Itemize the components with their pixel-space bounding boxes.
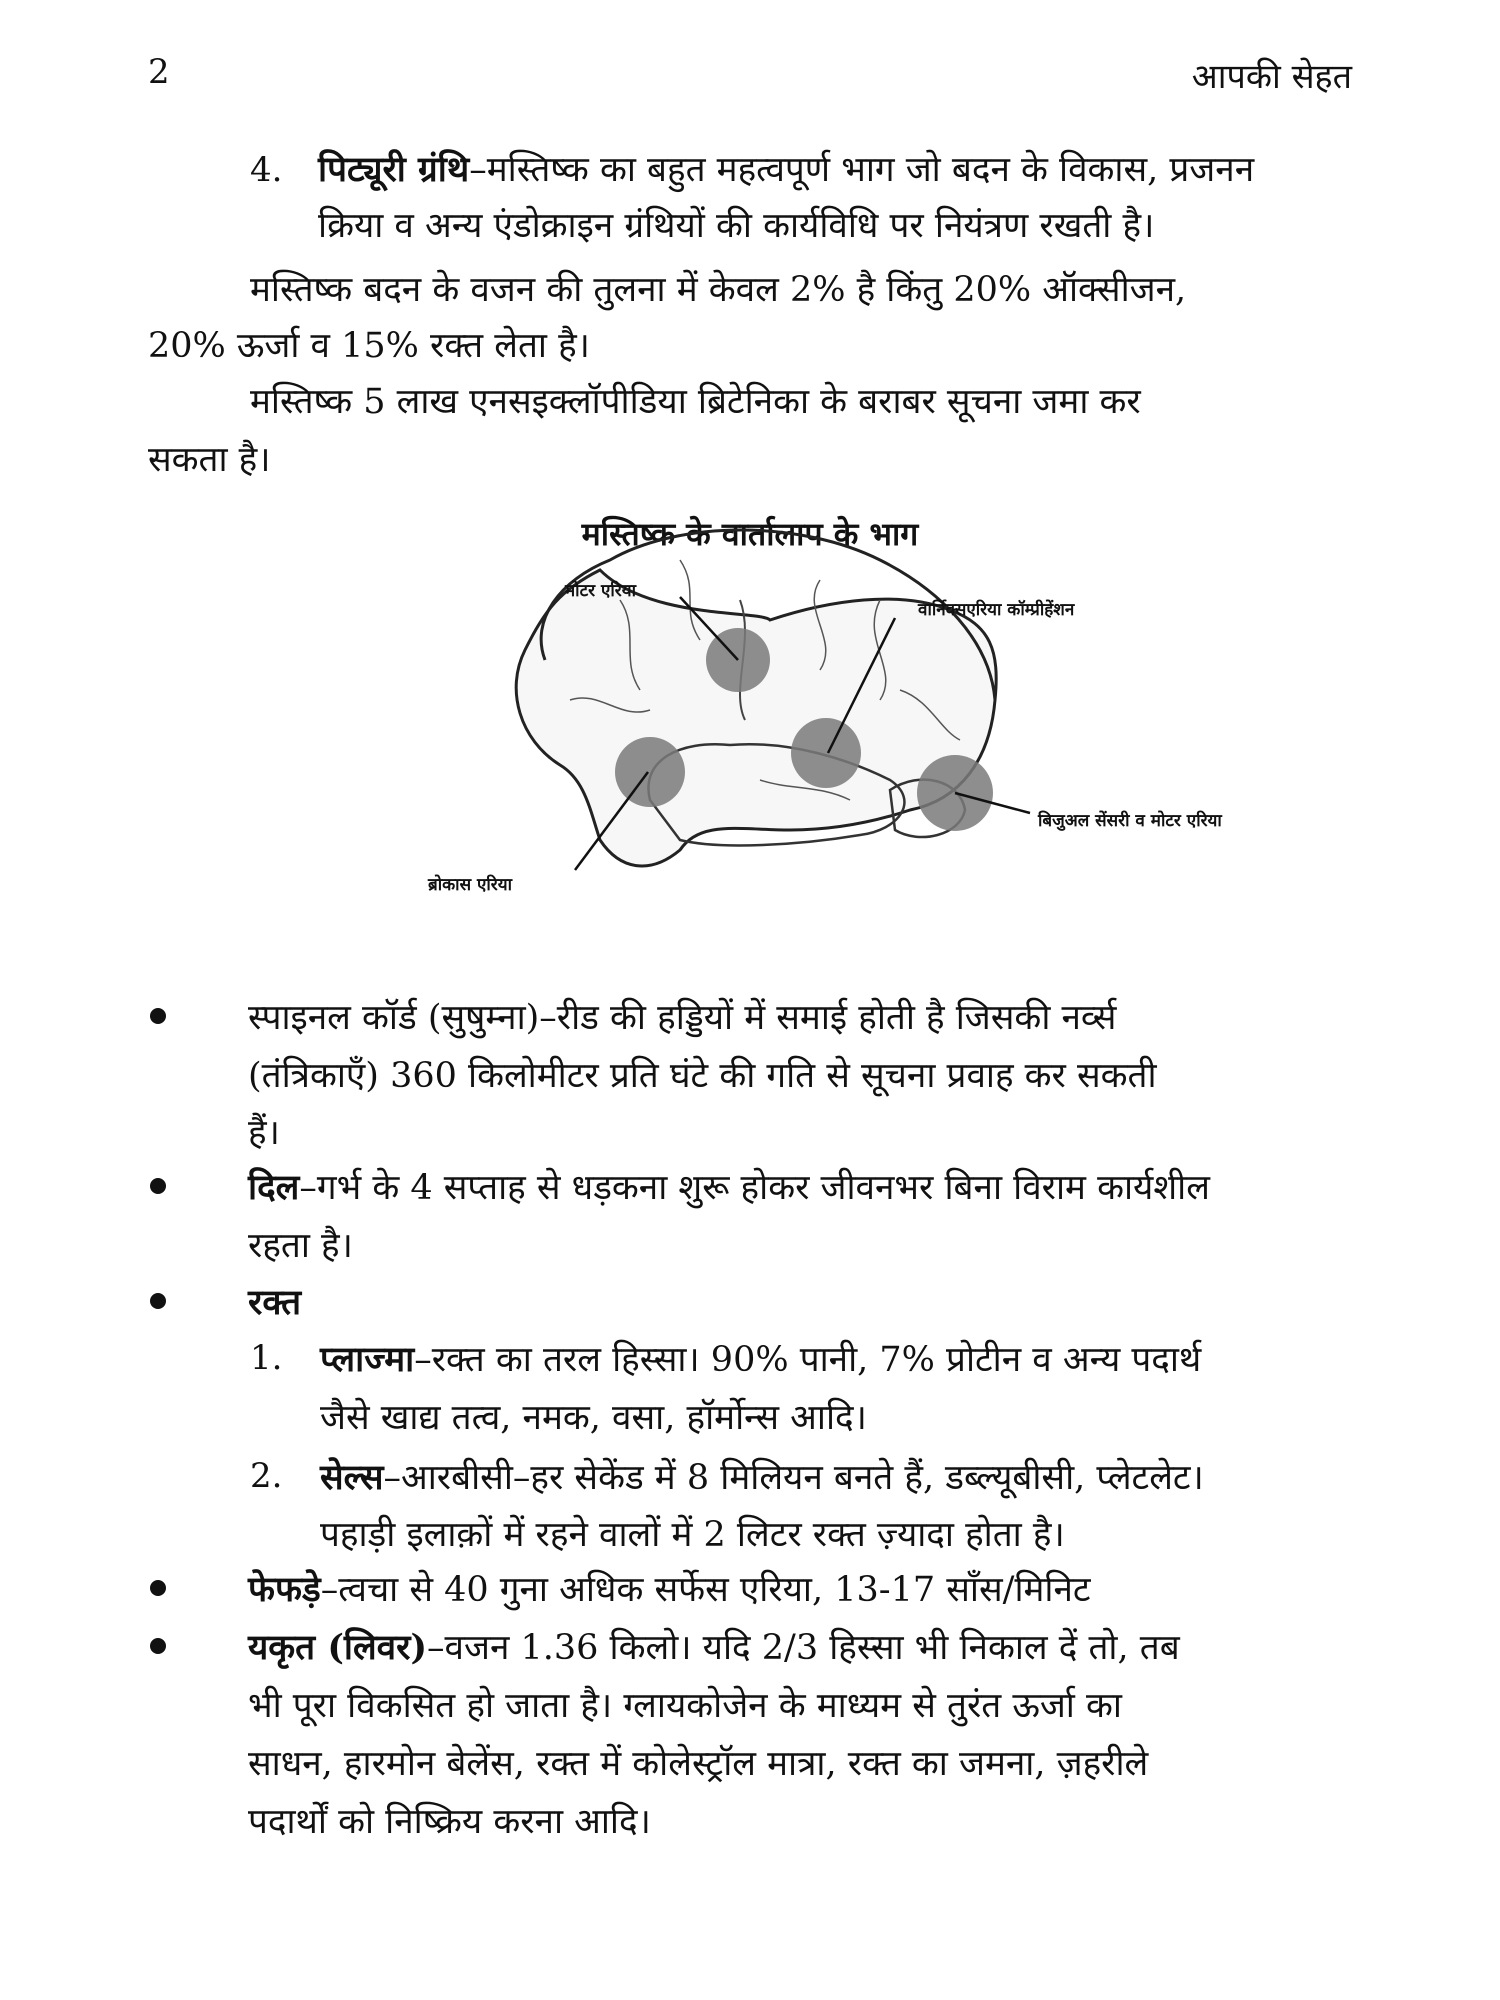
visual-area-label: बिजुअल सेंसरी व मोटर एरिया xyxy=(1038,811,1222,831)
motor-area-label: मोटर एरिया xyxy=(565,581,637,601)
bullet-lungs xyxy=(150,1580,166,1596)
spinal-line3: हैं। xyxy=(248,1113,280,1153)
page-number: 2 xyxy=(148,52,170,92)
heart-line2: रहता है। xyxy=(248,1226,353,1266)
blood-heading-text: रक्त xyxy=(248,1282,302,1323)
wernicke-area-label: वार्निक्सएरिया कॉम्प्रीहेंशन xyxy=(918,600,1075,620)
figure-title: मस्तिष्क के वार्तालाप के भाग xyxy=(581,515,919,553)
cells-term: सेल्स xyxy=(320,1457,384,1498)
cells-text-1: –आरबीसी–हर सेकेंड में 8 मिलियन बनते हैं, डब्ल्यूबीसी, प्लेटलेट। xyxy=(383,1458,1204,1498)
cells-line2: पहाड़ी इलाक़ों में रहने वालों में 2 लिटर रक्त ज़्यादा होता है। xyxy=(320,1515,1065,1555)
heart-term: दिल xyxy=(248,1167,300,1208)
heart-text-1: –गर्भ के 4 सप्ताह से धड़कना शुरू होकर जीवनभर बिना विराम कार्यशील xyxy=(299,1168,1210,1208)
blood-heading xyxy=(248,1275,301,1331)
liver-term: यकृत (लिवर) xyxy=(248,1627,428,1668)
lungs-term: फेफड़े xyxy=(248,1569,321,1610)
liver-text-1: –वजन 1.36 किलो। यदि 2/3 हिस्सा भी निकाल दें तो, तब xyxy=(427,1628,1180,1668)
liver-line4: पदार्थों को निष्क्रिय करना आदि। xyxy=(248,1802,651,1842)
pituitary-number: 4. xyxy=(250,150,283,190)
liver-line2: भी पूरा विकसित हो जाता है। ग्लायकोजेन के माध्यम से तुरंत ऊर्जा का xyxy=(248,1686,1122,1726)
broca-area-spot xyxy=(615,737,685,807)
lungs-text: –त्वचा से 40 गुना अधिक सर्फेस एरिया, 13-17 साँस/मिनिट xyxy=(320,1570,1091,1610)
bullet-heart xyxy=(150,1178,166,1194)
broca-area-label: ब्रोकास एरिया xyxy=(428,875,512,895)
brain-stats-line2: 20% ऊर्जा व 15% रक्त लेता है। xyxy=(148,326,590,366)
heart-line1 xyxy=(248,1160,1210,1216)
wernicke-area-spot xyxy=(791,718,861,788)
pituitary-text-1: –मस्तिष्क का बहुत महत्वपूर्ण भाग जो बदन के विकास, प्रजनन xyxy=(469,150,1255,190)
bullet-spinal xyxy=(150,1008,166,1024)
plasma-term: प्लाज्मा xyxy=(320,1339,415,1380)
plasma-text-1: –रक्त का तरल हिस्सा। 90% पानी, 7% प्रोटीन व अन्य पदार्थ xyxy=(414,1340,1202,1380)
plasma-line2: जैसे खाद्य तत्व, नमक, वसा, हॉर्मोन्स आदि। xyxy=(320,1398,867,1438)
running-header: आपकी सेहत xyxy=(1191,57,1352,97)
brain-capacity-line1: मस्तिष्क 5 लाख एनसइक्लॉपीडिया ब्रिटेनिका के बराबर सूचना जमा कर xyxy=(250,382,1141,422)
plasma-number: 1. xyxy=(250,1338,283,1378)
liver-line3: साधन, हारमोन बेलेंस, रक्त में कोलेस्ट्रॉल मात्रा, रक्त का जमना, ज़हरीले xyxy=(248,1744,1149,1784)
bullet-liver xyxy=(150,1638,166,1654)
lungs-line xyxy=(248,1562,1091,1618)
pituitary-term: पिट्यूरी ग्रंथि xyxy=(318,149,470,190)
cells-number: 2. xyxy=(250,1456,283,1496)
brain-capacity-line2: सकता है। xyxy=(148,440,271,480)
brain-stats-line1: मस्तिष्क बदन के वजन की तुलना में केवल 2% है किंतु 20% ऑक्सीजन, xyxy=(250,270,1187,310)
cells-line1 xyxy=(320,1450,1204,1506)
liver-line1 xyxy=(248,1620,1180,1676)
spinal-line2: (तंत्रिकाएँ) 360 किलोमीटर प्रति घंटे की गति से सूचना प्रवाह कर सकती xyxy=(248,1056,1157,1096)
plasma-line1 xyxy=(320,1332,1201,1388)
pituitary-line2: क्रिया व अन्य एंडोक्राइन ग्रंथियों की कार्यविधि पर नियंत्रण रखती है। xyxy=(318,206,1155,246)
bullet-blood xyxy=(150,1293,166,1309)
spinal-line1: स्पाइनल कॉर्ड (सुषुम्ना)–रीड की हड्डियों में समाई होती है जिसकी नर्व्स xyxy=(248,998,1117,1038)
